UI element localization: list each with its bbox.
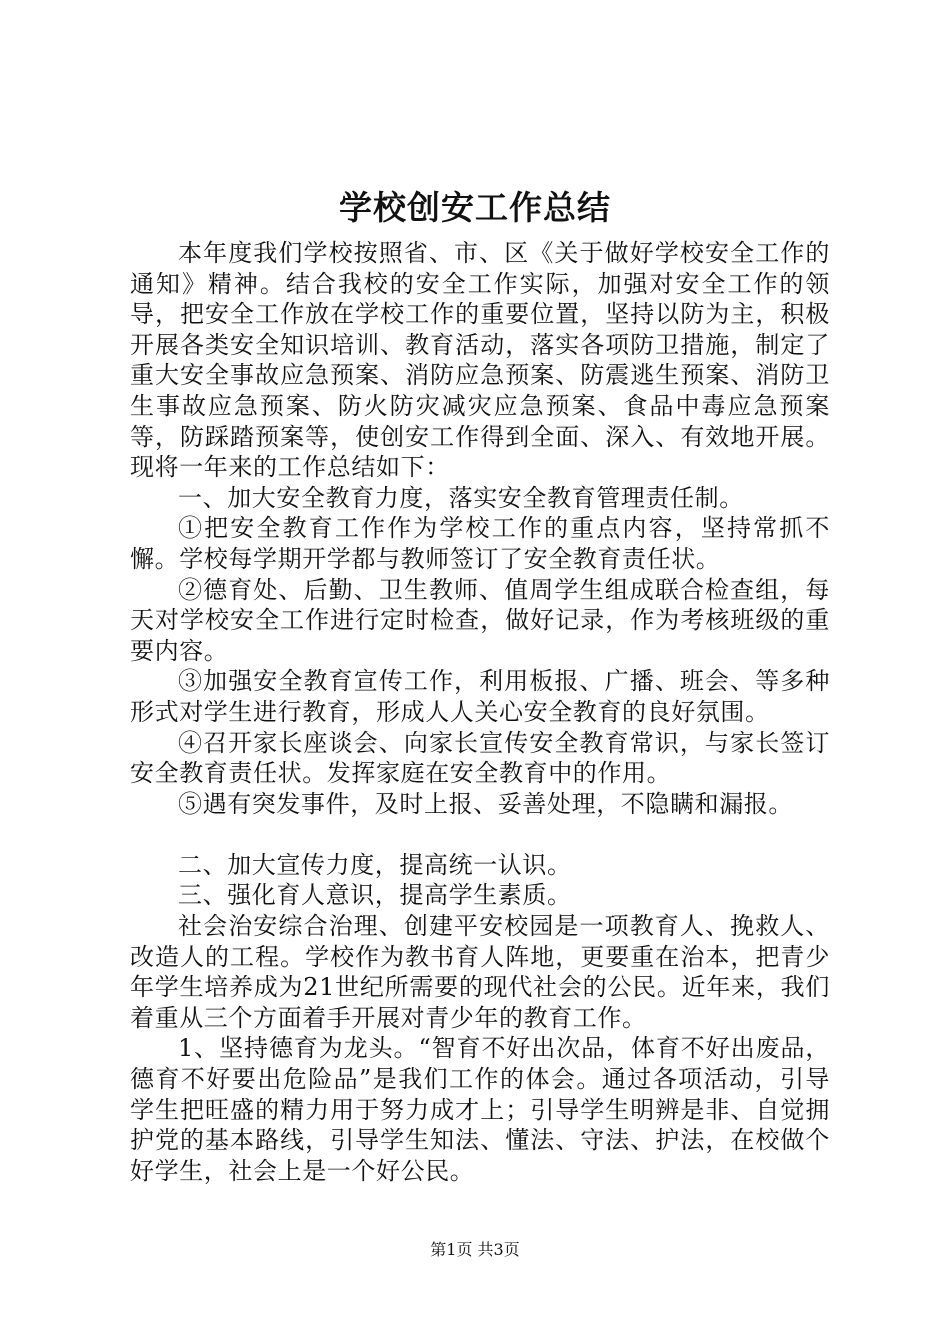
list-item-2: ②德育处、后勤、卫生教师、值周学生组成联合检查组，每天对学校安全工作进行定时检查，做好记录，作为考核班级的重要内容。	[130, 575, 830, 665]
list-item-1: ①把安全教育工作作为学校工作的重点内容，坚持常抓不懈。学校每学期开学都与教师签订了安全教育责任状。	[130, 514, 830, 573]
heading-section-2: 二、加大宣传力度，提高统一认识。	[178, 850, 572, 879]
document-body	[130, 238, 830, 1186]
heading-section-1: 一、加大安全教育力度，落实安全教育管理责任制。	[178, 483, 744, 512]
list-item-4: ④召开家长座谈会、向家长宣传安全教育常识，与家长签订安全教育责任状。发挥家庭在安全教育中的作用。	[130, 728, 830, 788]
list-item-3: ③加强安全教育宣传工作，利用板报、广播、班会、等多种形式对学生进行教育，形成人人关心安全教育的良好氛围。	[130, 667, 830, 726]
paragraph-point-1: 1、坚持德育为龙头。“智育不好出次品，体育不好出废品，德育不好要出危险品”是我们工作的体会。通过各项活动，引导学生把旺盛的精力用于努力成才上；引导学生明辨是非、自觉拥护党的基本路线，引导学生知法、懂法、守法、护法，在校做个好学生，社会上是一个好公民。	[130, 1034, 830, 1185]
heading-section-3: 三、强化育人意识，提高学生素质。	[178, 881, 572, 910]
blank-line	[130, 819, 830, 850]
document-title: 学校创安工作总结	[339, 188, 611, 227]
paragraph-section-3: 社会治安综合治理、创建平安校园是一项教育人、挽救人、改造人的工程。学校作为教书育人阵地，更要重在治本，把青少年学生培养成为21世纪所需要的现代社会的公民。近年来，我们着重从三个方面着手开展对青少年的教育工作。	[130, 912, 830, 1032]
paragraph-intro: 本年度我们学校按照省、市、区《关于做好学校安全工作的通知》精神。结合我校的安全工作实际，加强对安全工作的领导，把安全工作放在学校工作的重要位置，坚持以防为主，积极开展各类安全知识培训、教育活动，落实各项防卫措施，制定了重大安全事故应急预案、消防应急预案、防震逃生预案、消防卫生事故应急预案、防火防灾减灾应急预案、食品中毒应急预案等，防踩踏预案等，使创安工作得到全面、深入、有效地开展。现将一年来的工作总结如下：	[130, 239, 830, 482]
list-item-5: ⑤遇有突发事件，及时上报、妥善处理，不隐瞒和漏报。	[178, 789, 793, 818]
page-footer: 第1页 共3页	[430, 1240, 520, 1259]
